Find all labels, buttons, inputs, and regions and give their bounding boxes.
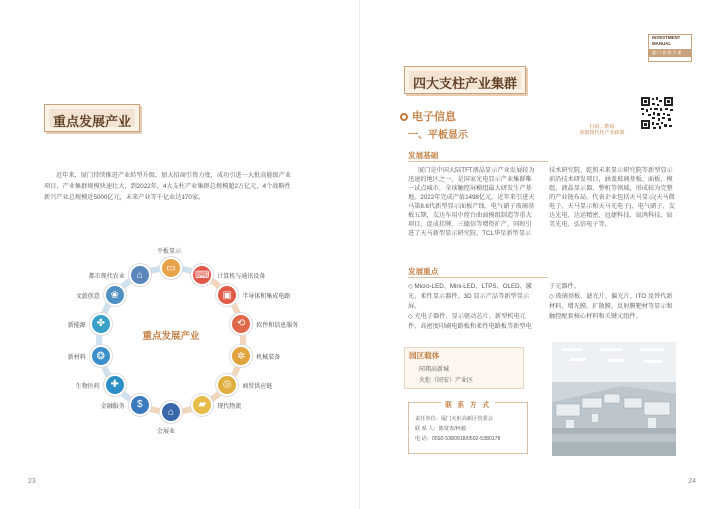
intro-paragraph: 近年来，厦门持续推进产业转型升级，加大招商引资力度，成功引进一大批高能级产业项目，产业集群规模快速壮大，到2022年，4大支柱产业集群总规模超2万亿元，4个战略性新兴产业总规模近5000亿元，未来产业等千亿业达170家。 bbox=[44, 172, 292, 201]
left-title-box bbox=[44, 104, 140, 132]
focus-item: ◇ 玻璃基板、滤光片、偏光片、ITO 及替代新材料、增光膜、扩散膜、反射膜靶材等显示和触控配套核心材料和关键元组件。 bbox=[549, 293, 673, 320]
foundation-label: 发展基础 bbox=[408, 151, 439, 160]
display-icon: ▭ bbox=[160, 257, 182, 279]
right-page bbox=[360, 0, 720, 509]
badge-line3: 厦 门 投 资 手 册 bbox=[649, 49, 691, 57]
wind-icon: ✤ bbox=[90, 313, 112, 335]
pill-icon: ✚ bbox=[104, 374, 126, 396]
page-number-left: 23 bbox=[28, 478, 36, 485]
contact-person: 联 系 人：陈贤贵/柯毅 bbox=[415, 426, 467, 432]
badge-line2: MANUAL bbox=[652, 41, 672, 46]
ring-node-label: 会展业 bbox=[157, 429, 176, 435]
park-box bbox=[404, 347, 524, 389]
park-label: 园区载体 bbox=[409, 351, 440, 360]
ring-node-label: 半导体和集成电路 bbox=[242, 294, 291, 301]
ring-node-label: 软件和信息服务 bbox=[256, 322, 299, 329]
focus-label: 发展重点 bbox=[408, 267, 439, 276]
truck-icon: ▰ bbox=[191, 394, 213, 416]
contact-title: 联 系 方 式 bbox=[409, 399, 527, 409]
left-title: 重点发展产业 bbox=[52, 114, 131, 129]
ring-node-label: 生物医药 bbox=[75, 383, 100, 390]
investment-manual-badge bbox=[648, 34, 692, 62]
culture-icon: ❀ bbox=[104, 284, 126, 306]
contact-unit: 责任单位：厦门火炬高新区管委会 bbox=[415, 416, 493, 422]
park-item: 火炬（同安）产业区 bbox=[419, 378, 474, 384]
ring-node-label: 平板显示 bbox=[157, 249, 182, 255]
right-title: 四大支柱产业集群 bbox=[412, 76, 517, 91]
trade-icon: ◎ bbox=[216, 374, 238, 396]
ring-node-label: 计算机与通讯设备 bbox=[217, 274, 266, 281]
farm-icon: ⌂ bbox=[129, 264, 151, 286]
factory-photo bbox=[552, 342, 676, 456]
ring-node-label: 现代物流 bbox=[217, 403, 242, 410]
ring-node-label: 商贸供应链 bbox=[242, 383, 273, 390]
section-title-text: 电子信息 bbox=[412, 111, 456, 123]
page-number-right: 24 bbox=[688, 478, 696, 485]
industry-ring-diagram bbox=[0, 228, 360, 438]
qr-note: 扫码二维码 获取现代化产业政策 bbox=[579, 124, 625, 136]
section-title bbox=[400, 108, 456, 124]
ring-node-label: 机械装备 bbox=[256, 355, 281, 362]
ring-node-label: 都市现代农业 bbox=[88, 274, 125, 281]
badge-line1: INVESTMENT bbox=[652, 35, 681, 40]
material-icon: ❂ bbox=[90, 345, 112, 367]
foundation-rule bbox=[408, 161, 548, 162]
ring-node-label: 新材料 bbox=[67, 355, 86, 362]
section-dot-icon bbox=[400, 113, 408, 121]
foundation-text: 厦门是中国大陆TFT液晶显示产业发展较为迅速的地区之一，是国家光电显示产业集群唯一试点城市，全球触控屏模组最大研发生产基地。2022年完成产值1498亿元。近年来引进天马第8.6代新型显示面板产线、电气硝子玻璃基板五期，友达车用中控台曲面模组制造等重大项目，促成挂牌、三德信等增资扩产，同时引进了天马新型显示研究院、TCL华星新型显示技术研究院、乾照未来显示研究院等新型显示前沿技术研发项目，涵盖玻璃基板、面板、模组、液晶显示器、整机等领域，形成较为完整的产业链布局。代表企业包括天马显示(天马微电子、天马显示和天马光电子)、电气硝子、友达光电、达运精密、冠捷科技、宸鸿科技、宸美光电、弘信电子等。 bbox=[408, 167, 675, 237]
computer-icon: ⌨ bbox=[191, 264, 213, 286]
focus-item: ◇ 光电子器件、显示驱动芯片、新型机电元件、高密度印刷电路板和柔性电路板等新型电子元器件。 bbox=[408, 283, 580, 330]
right-title-box bbox=[404, 66, 526, 94]
contact-phone: 电 话：0592-5380918/0592-5380178 bbox=[415, 436, 501, 442]
subsection-title: 一、平板显示 bbox=[408, 130, 468, 141]
ring-center-label: 重点发展产业 bbox=[142, 331, 200, 342]
focus-item: ◇ Micro-LED、Mini-LED、LTPS、OLED、激光、柔性显示器件、3D 显示产品等新型显示屏。 bbox=[408, 283, 532, 310]
software-icon: ⟲ bbox=[230, 313, 252, 335]
bank-icon: $ bbox=[129, 394, 151, 416]
contact-box bbox=[408, 402, 528, 454]
park-item: 同翔高新城 bbox=[419, 367, 450, 373]
chip-icon: ▣ bbox=[216, 284, 238, 306]
ring-node-label: 金融服务 bbox=[100, 403, 125, 410]
ring-node-label: 新能源 bbox=[67, 322, 86, 329]
building-icon: ⌂ bbox=[160, 401, 182, 423]
focus-rule bbox=[408, 277, 548, 278]
ring-node-label: 文旅创意 bbox=[75, 294, 100, 301]
focus-list bbox=[408, 282, 676, 332]
gear-icon: ✲ bbox=[230, 345, 252, 367]
qr-code-icon[interactable] bbox=[640, 96, 674, 130]
